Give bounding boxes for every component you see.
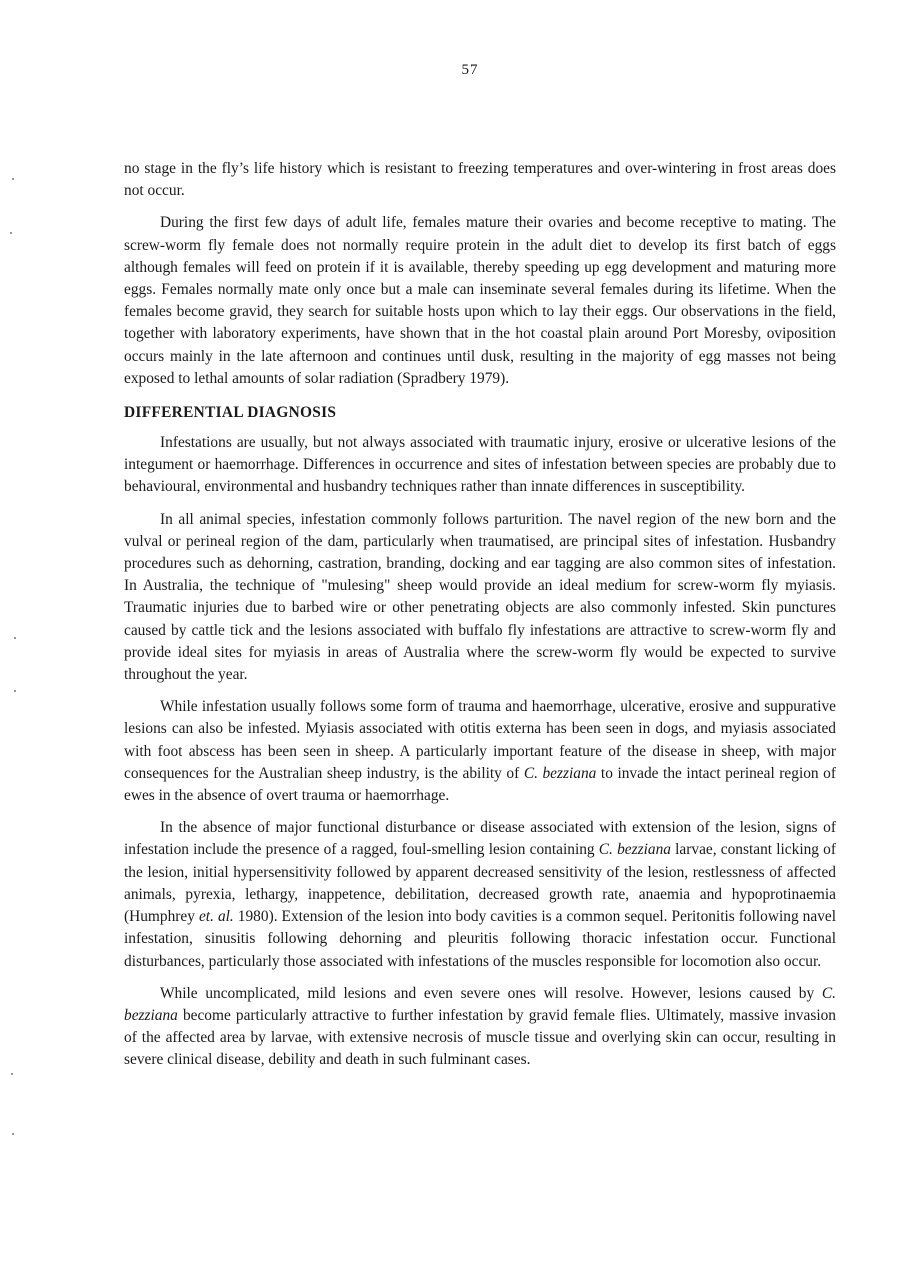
text-run: While infestation usually follows some form of trauma and haemorrhage, ulcerative, erosive and suppurative lesions can also be infested. Myiasis associated with otitis externa has been seen in dogs, and myiasis associated with foot abscess has been seen in sheep. A particularly important feature of the disease in sheep, with major consequences for the Australian sheep industry, is the ability of: [124, 698, 836, 782]
paragraph-infestations: Infestations are usually, but not always associated with traumatic injury, erosive or ulcerative lesions of the integument or haemorrhage. Differences in occurrence and sites of infestation between species are probably due to behavioural, environmental and husbandry techniques rather than innate differences in susceptibility.: [124, 434, 836, 496]
scan-speck: [11, 1073, 13, 1075]
scan-speck: [14, 637, 16, 639]
paragraph-signs: [124, 817, 836, 972]
section-heading-differential-diagnosis: DIFFERENTIAL DIAGNOSIS: [124, 404, 337, 422]
scan-speck: [12, 1133, 14, 1135]
text-run: In the absence of major functional disturbance or disease associated with extension of the lesion, signs of infestation include the presence of a ragged, foul-smelling lesion containing: [124, 819, 836, 859]
text-run: become particularly attractive to further infestation by gravid female flies. Ultimately, massive invasion of the affected area by larvae, with extensive necrosis of muscle tissue and overlying skin can occur, resulting in severe clinical disease, debility and death in such fulminant cases.: [124, 1006, 836, 1069]
paragraph-animal-species: In all animal species, infestation commonly follows parturition. The navel region of the new born and the vulval or perineal region of the dam, particularly when traumatised, are principal sites of infestation. Husbandry procedures such as dehorning, castration, branding, docking and ear tagging are also common sites of infestation. In Australia, the technique of "mulesing" sheep would provide an ideal medium for screw-worm fly myiasis. Traumatic injuries due to barbed wire or other penetrating objects are also commonly infested. Skin punctures caused by cattle tick and the lesions associated with buffalo fly infestations are attractive to screw-worm fly and provide ideal sites for myiasis in areas of Australia where the screw-worm fly would be expected to survive throughout the year.: [124, 510, 836, 684]
page-number: 57: [461, 62, 479, 78]
species-name: C. bezziana: [598, 841, 671, 859]
species-name: C. bezziana: [124, 984, 836, 1024]
scan-speck: [12, 178, 14, 180]
paragraph-lesions: [124, 983, 836, 1072]
page-body: [124, 158, 836, 1082]
text-run: While uncomplicated, mild lesions and even severe ones will resolve. However, lesions caused by: [160, 984, 822, 1002]
paragraph-trauma: [124, 696, 836, 807]
citation-etal: et. al.: [198, 908, 234, 926]
text-run: larvae, constant licking of the lesion, initial hypersensitivity followed by apparent decreased sensitivity of the lesion, restlessness of affected animals, pyrexia, lethargy, inappetence, debilitation, decreased growth rate, anaemia and hypoprotinaemia (Humphrey: [124, 841, 837, 926]
species-name: C. bezziana: [523, 764, 597, 782]
scan-speck: [14, 690, 16, 692]
text-run: to invade the intact perineal region of ewes in the absence of overt trauma or haemorrhage.: [124, 764, 836, 805]
text-run: 1980). Extension of the lesion into body cavities is a common sequel. Peritonitis following navel infestation, sinusitis following dehorning and pleuritis following thoracic infestation occur. Functional disturbances, particularly those associated with infestations of the muscles responsible for locomotion also occur.: [124, 908, 837, 970]
paragraph-adult-life: During the first few days of adult life, females mature their ovaries and become receptive to mating. The screw-worm fly female does not normally require protein in the adult diet to develop its first batch of eggs although females will feed on protein if it is available, thereby speeding up egg development and maturing more eggs. Females normally mate only once but a male can inseminate several females during its lifetime. When the females become gravid, they search for suitable hosts upon which to lay their eggs. Our observations in the field, together with laboratory experiments, have shown that in the hot coastal plain around Port Moresby, oviposition occurs mainly in the late afternoon and continues until dusk, resulting in the majority of egg masses not being exposed to lethal amounts of solar radiation (Spradbery 1979).: [124, 214, 836, 387]
scan-speck: [10, 232, 12, 234]
paragraph-continuation: no stage in the fly’s life history which is resistant to freezing temperatures and over-wintering in frost areas does not occur.: [124, 160, 836, 200]
